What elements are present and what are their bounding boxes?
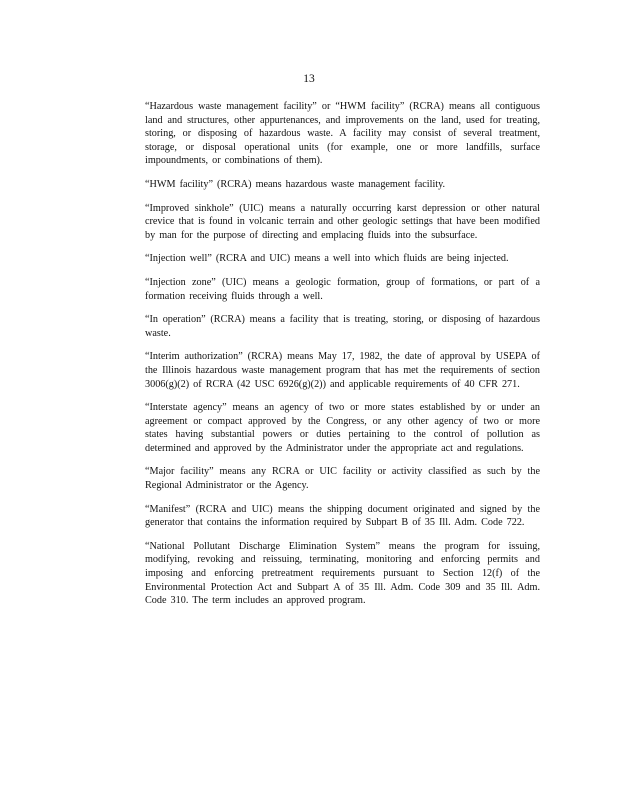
definition-interstate-agency: “Interstate agency” means an agency of two or more states established by or under an agreement or compact approved by the Congress, or any other agency of two or more states having substantial powers or duties pertaining to the control of pollution as determined and approved by the Administrator under the appropriate act and regulations.	[145, 402, 540, 454]
definition-interim-authorization: “Interim authorization” (RCRA) means May 17, 1982, the date of approval by USEPA of the Illinois hazardous waste management program that has met the requirements of section 3006(g)(2) of RCRA (42 USC 6926(g)(2)) and applicable requirements of 40 CFR 271.	[145, 351, 540, 390]
definition-npdes: “National Pollutant Discharge Elimination System” means the program for issuing, modifying, revoking and reissuing, terminating, monitoring and enforcing permits and imposing and enforcing pretreatment requirements pursuant to Section 12(f) of the Environmental Protection Act and Subpart A of 35 Ill. Adm. Code 309 and 35 Ill. Adm. Code 310. The term includes an approved program.	[145, 540, 540, 607]
definitions-body	[145, 100, 540, 618]
definition-improved-sinkhole: “Improved sinkhole” (UIC) means a naturally occurring karst depression or other natural crevice that is found in volcanic terrain and other geologic settings that have been modified by man for the purpose of directing and emplacing fluids into the subsurface.	[145, 202, 540, 241]
definition-injection-zone: “Injection zone” (UIC) means a geologic formation, group of formations, or part of a formation receiving fluids through a well.	[145, 276, 540, 302]
definition-injection-well: “Injection well” (RCRA and UIC) means a well into which fluids are being injected.	[145, 253, 509, 265]
page-number: 13	[303, 73, 315, 85]
definition-major-facility: “Major facility” means any RCRA or UIC facility or activity classified as such by the Regional Administrator or the Agency.	[145, 466, 540, 492]
definition-in-operation: “In operation” (RCRA) means a facility that is treating, storing, or disposing of hazardous waste.	[145, 314, 540, 339]
definition-hazardous-waste-management-facility: “Hazardous waste management facility” or “HWM facility” (RCRA) means all contiguous land and structures, other appurtenances, and improvements on the land, used for treating, storing, or disposing of hazardous waste. A facility may consist of several treatment, storage, or disposal operational units (for example, one or more landfills, surface impoundments, or combinations of them).	[145, 101, 540, 167]
definition-hwm-facility: “HWM facility” (RCRA) means hazardous waste management facility.	[145, 178, 446, 190]
definition-manifest: “Manifest” (RCRA and UIC) means the shipping document originated and signed by the generator that contains the information required by Subpart B of 35 Ill. Adm. Code 722.	[145, 503, 540, 529]
